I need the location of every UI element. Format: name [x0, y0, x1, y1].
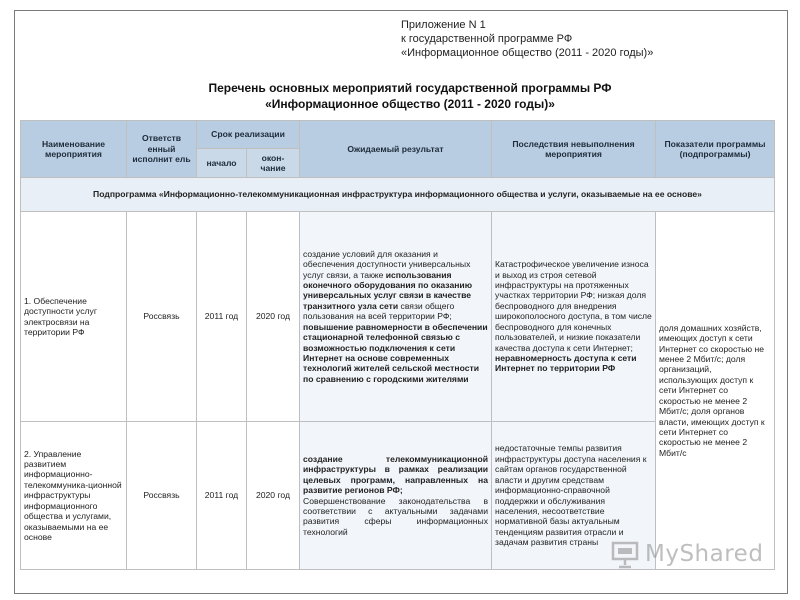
row2-result-b: Совершенствование законодательства в соответствии с актуальными задачами развития сферы информационных технологий [303, 495, 489, 537]
row1-cons-b: неравномерность доступа к сети Интернет по территории РФ [495, 352, 637, 374]
appendix-line-2: к государственной программе РФ [401, 33, 573, 45]
measures-table [20, 120, 775, 570]
row1-result-c: связи общего пользования на всей территории РФ; [303, 300, 455, 322]
appendix-note [401, 18, 653, 60]
row2-executor: Россвязь [127, 422, 197, 570]
row1-cons-a: Катастрофическое увеличение износа и выход из строя сетевой инфраструктуры на протяженных участках территории РФ; низкая доля беспроводного для внедрения широкополосного доступа, в том числе беспроводного для конечных пользователей, и низкие показатели качества доступа к сети Интернет; [495, 259, 652, 353]
header-period: Срок реализации [197, 121, 300, 149]
subprogram-row [21, 178, 775, 212]
header-consequences: Последствия невыполнения мероприятия [492, 121, 656, 178]
header-name: Наименование мероприятия [21, 121, 127, 178]
row1-result [300, 212, 492, 422]
subprogram-title: Подпрограмма «Информационно-телекоммуникационная инфраструктура информационного общества и услуги, оказываемые на ее основе» [21, 178, 775, 212]
header-indicators: Показатели программы (подпрограммы) [656, 121, 775, 178]
row1-start: 2011 год [197, 212, 247, 422]
header-result: Ожидаемый результат [300, 121, 492, 178]
header-executor: Ответств енный исполнит ель [127, 121, 197, 178]
row1-executor: Россвязь [127, 212, 197, 422]
row2-name: 2. Управление развитием информационно-телекоммуника-ционной инфраструктуры информационного общества и услугами, оказываемыми на ее основе [21, 422, 127, 570]
watermark-text: MyShared [645, 541, 764, 567]
page-title [150, 80, 670, 112]
header-start: начало [197, 149, 247, 178]
row1-result-d: повышение равномерности в обеспечении стационарной телефонной связью с возможностью подключения к сети Интернет на основе современных технологий жителей сельской местности по сравнению с городскими жителями [303, 321, 488, 384]
header-end: окон- чание [247, 149, 300, 178]
row2-result [300, 422, 492, 570]
row2-end: 2020 год [247, 422, 300, 570]
row1-end: 2020 год [247, 212, 300, 422]
appendix-line-3: «Информационное общество (2011 - 2020 годы)» [401, 47, 654, 59]
row1-result-a: создание условий для оказания и обеспечения доступности универсальных услуг связи, а также [303, 248, 471, 280]
row1-result-b: использования оконечного оборудования по оказанию универсальных услуг связи в качестве транзитного узла сети [303, 269, 473, 311]
appendix-line-1: Приложение N 1 [401, 19, 486, 31]
row1-consequences [492, 212, 656, 422]
row2-consequences: недостаточные темпы развития инфраструктуры доступа населения к сайтам органов государственной власти и другим средствам информационно-справочной поддержки и обслуживания населения, несоответствие нормативной базы актуальным тенденциям развития отрасли и задачам развития страны [492, 422, 656, 570]
title-line-2: «Информационное общество (2011 - 2020 годы)» [265, 97, 555, 111]
row2-result-a: создание телекоммуникационной инфраструктуры в рамках реализации целевых программ, направленных на развитие регионов РФ; [303, 453, 489, 496]
presentation-icon [610, 539, 640, 569]
table-row [21, 212, 775, 422]
row2-start: 2011 год [197, 422, 247, 570]
title-line-1: Перечень основных мероприятий государственной программы РФ [208, 81, 612, 95]
indicators-cell: доля домашних хозяйств, имеющих доступ к сети Интернет со скоростью не менее 2 Мбит/с; доля организаций, использующих доступ к сети Интернет со скоростью не менее 2 Мбит/с; доля органов власти, имеющих доступ к сети Интернет со скоростью не менее 2 Мбит/с [656, 212, 775, 570]
row1-name: 1. Обеспечение доступности услуг электросвязи на территории РФ [21, 212, 127, 422]
header-row [21, 121, 775, 149]
watermark-logo [610, 537, 763, 571]
